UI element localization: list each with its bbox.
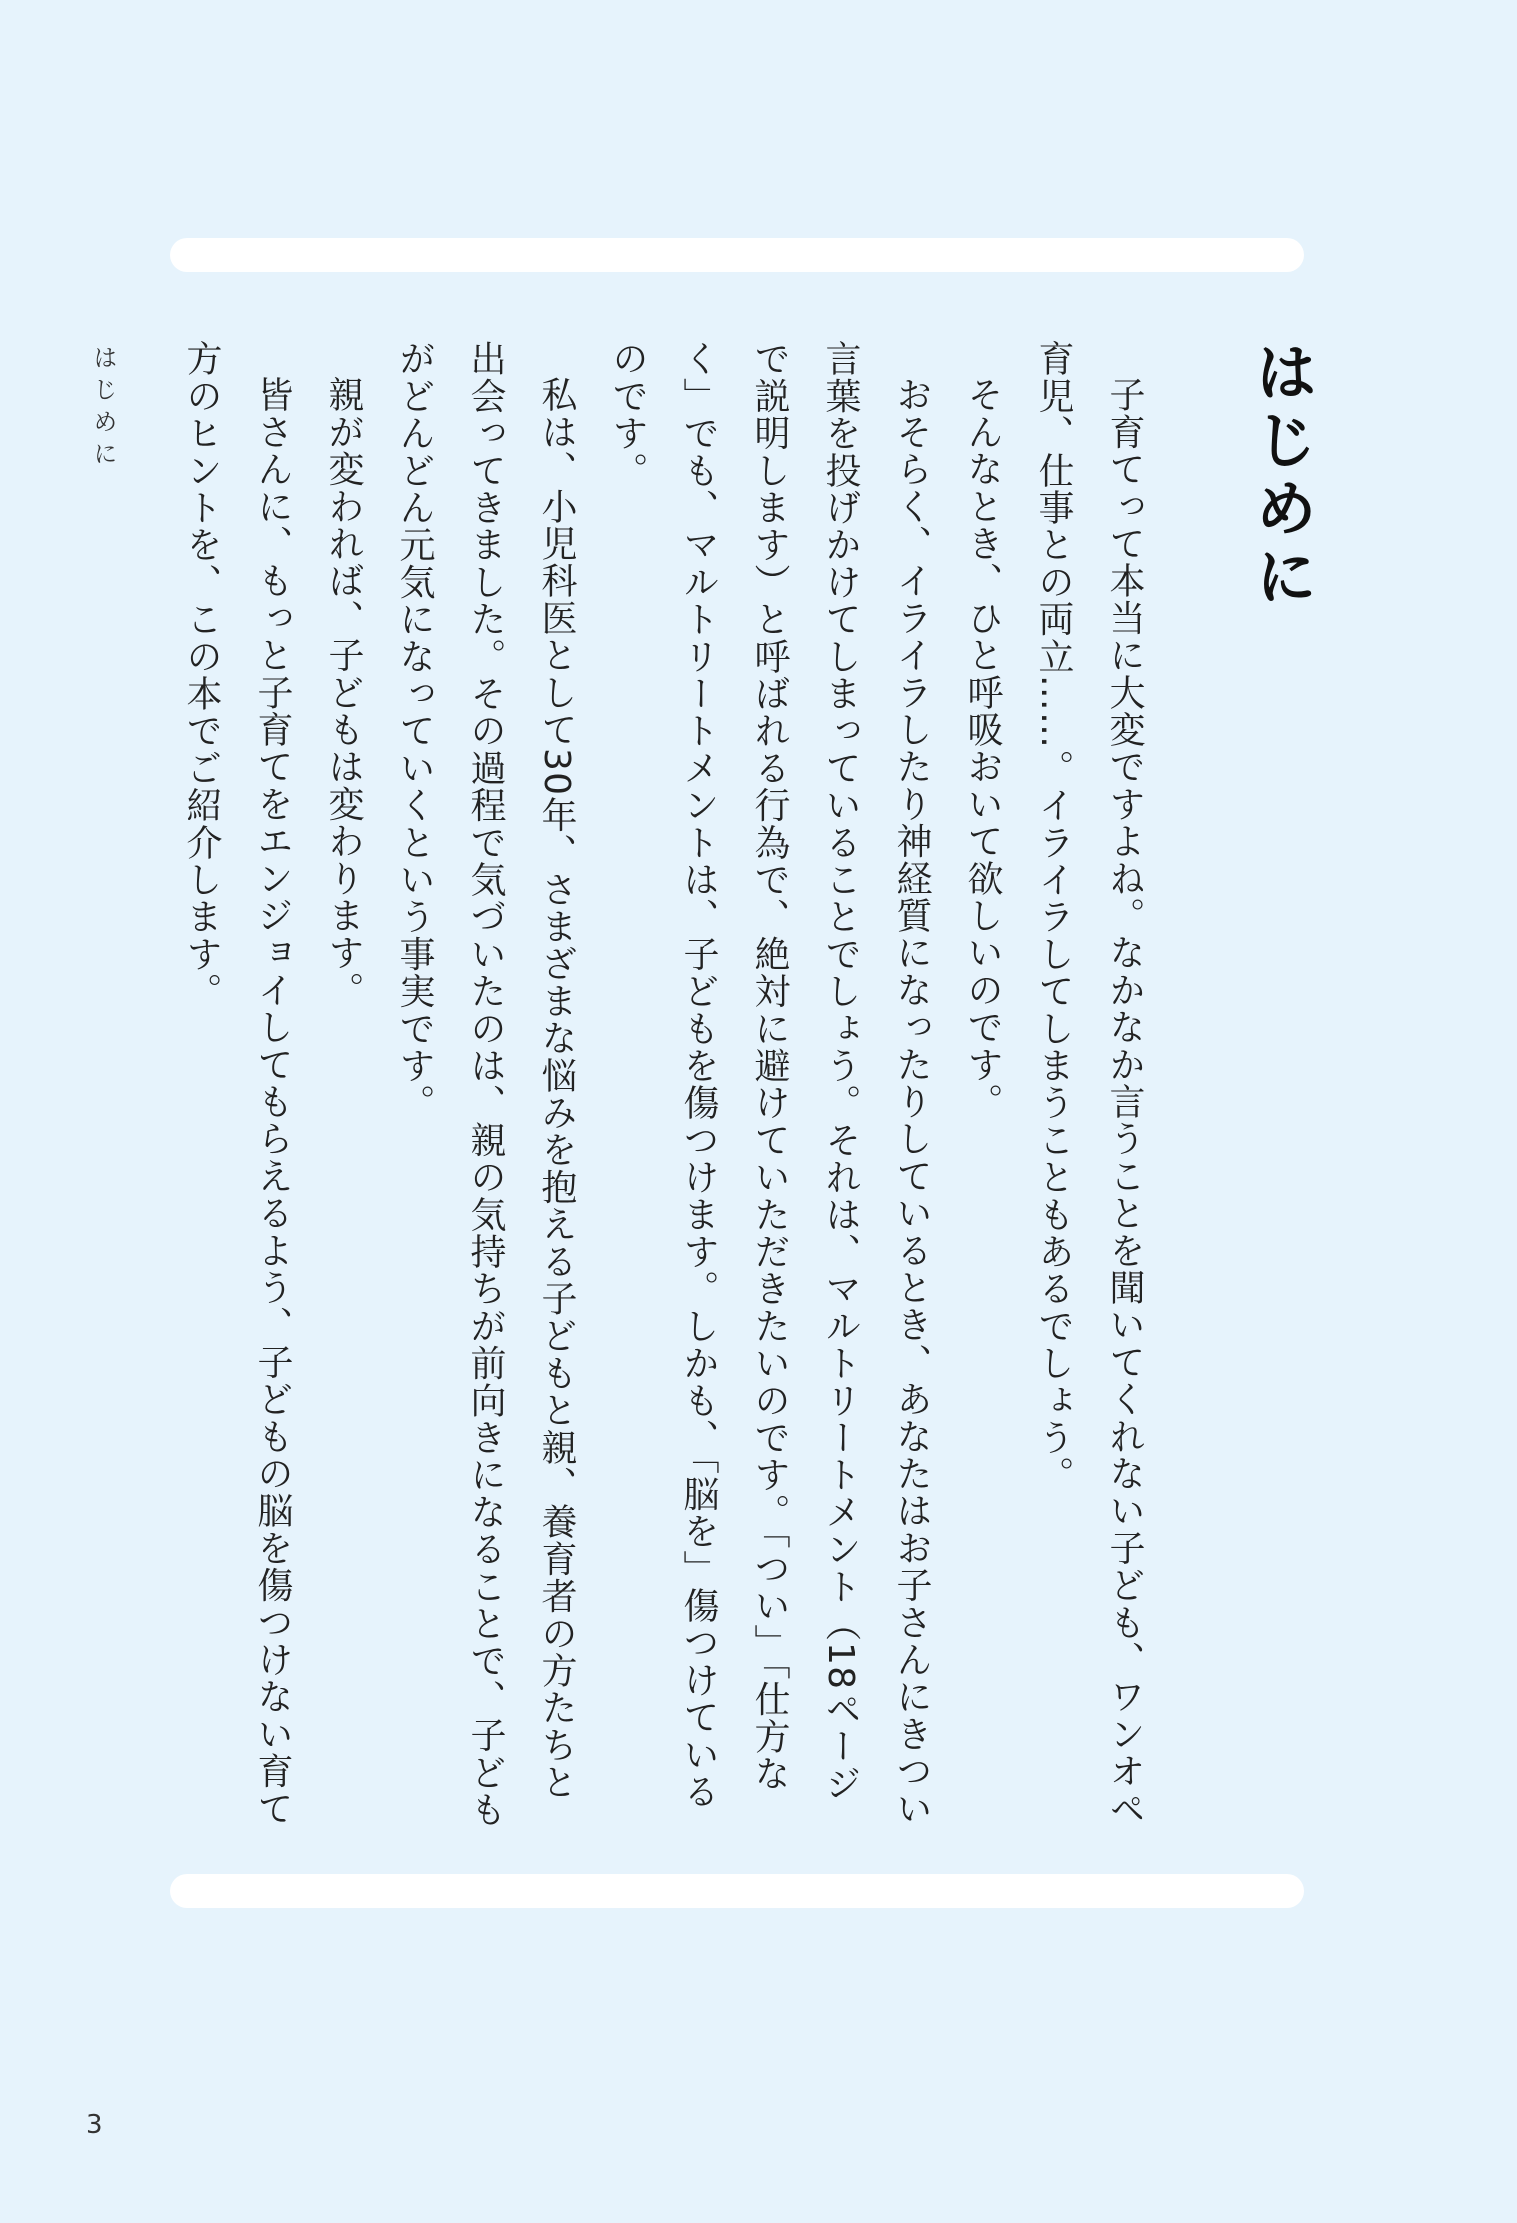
paragraph-1: 子育てって本当に大変ですよね。なかなか言うことを聞いてくれない子ども、ワンオペ育児、仕事との両立……。イライラしてしまうこともあるでしょう。 bbox=[1033, 340, 1145, 1827]
running-head: はじめに bbox=[89, 345, 117, 473]
paragraph-3: おそらく、イライラしたり神経質になったりしているとき、あなたはお子さんにきつい言葉を投げかけてしまっていることでしょう。それは、マルトリートメント（18ページで説明します）と呼ばれる行為で、絶対に避けていただきたいのです。「つい」「仕方なく」でも、マルトリートメントは、子どもを傷つけます。しかも、「脳を」傷つけているのです。 bbox=[607, 340, 932, 1827]
top-decorative-bar bbox=[170, 238, 1304, 272]
paragraph-6: 皆さんに、もっと子育てをエンジョイしてもらえるよう、子どもの脳を傷つけない育て方のヒントを、この本でご紹介します。 bbox=[181, 340, 293, 1827]
paragraph-2: そんなとき、ひと呼吸おいて欲しいのです。 bbox=[962, 376, 1003, 1120]
paragraph-4: 私は、小児科医として30年、さまざまな悩みを抱える子どもと親、養育者の方たちと出会ってきました。その過程で気づいたのは、親の気持ちが前向きになることで、子どもがどんどん元気になっていくという事実です。 bbox=[394, 340, 577, 1828]
page-number: 3 bbox=[86, 2110, 103, 2140]
body-text-area bbox=[166, 340, 1318, 1830]
paragraph-5: 親が変われば、子どもは変わります。 bbox=[323, 376, 364, 1009]
bottom-decorative-bar bbox=[170, 1874, 1304, 1908]
page-title: はじめに bbox=[1245, 340, 1318, 612]
